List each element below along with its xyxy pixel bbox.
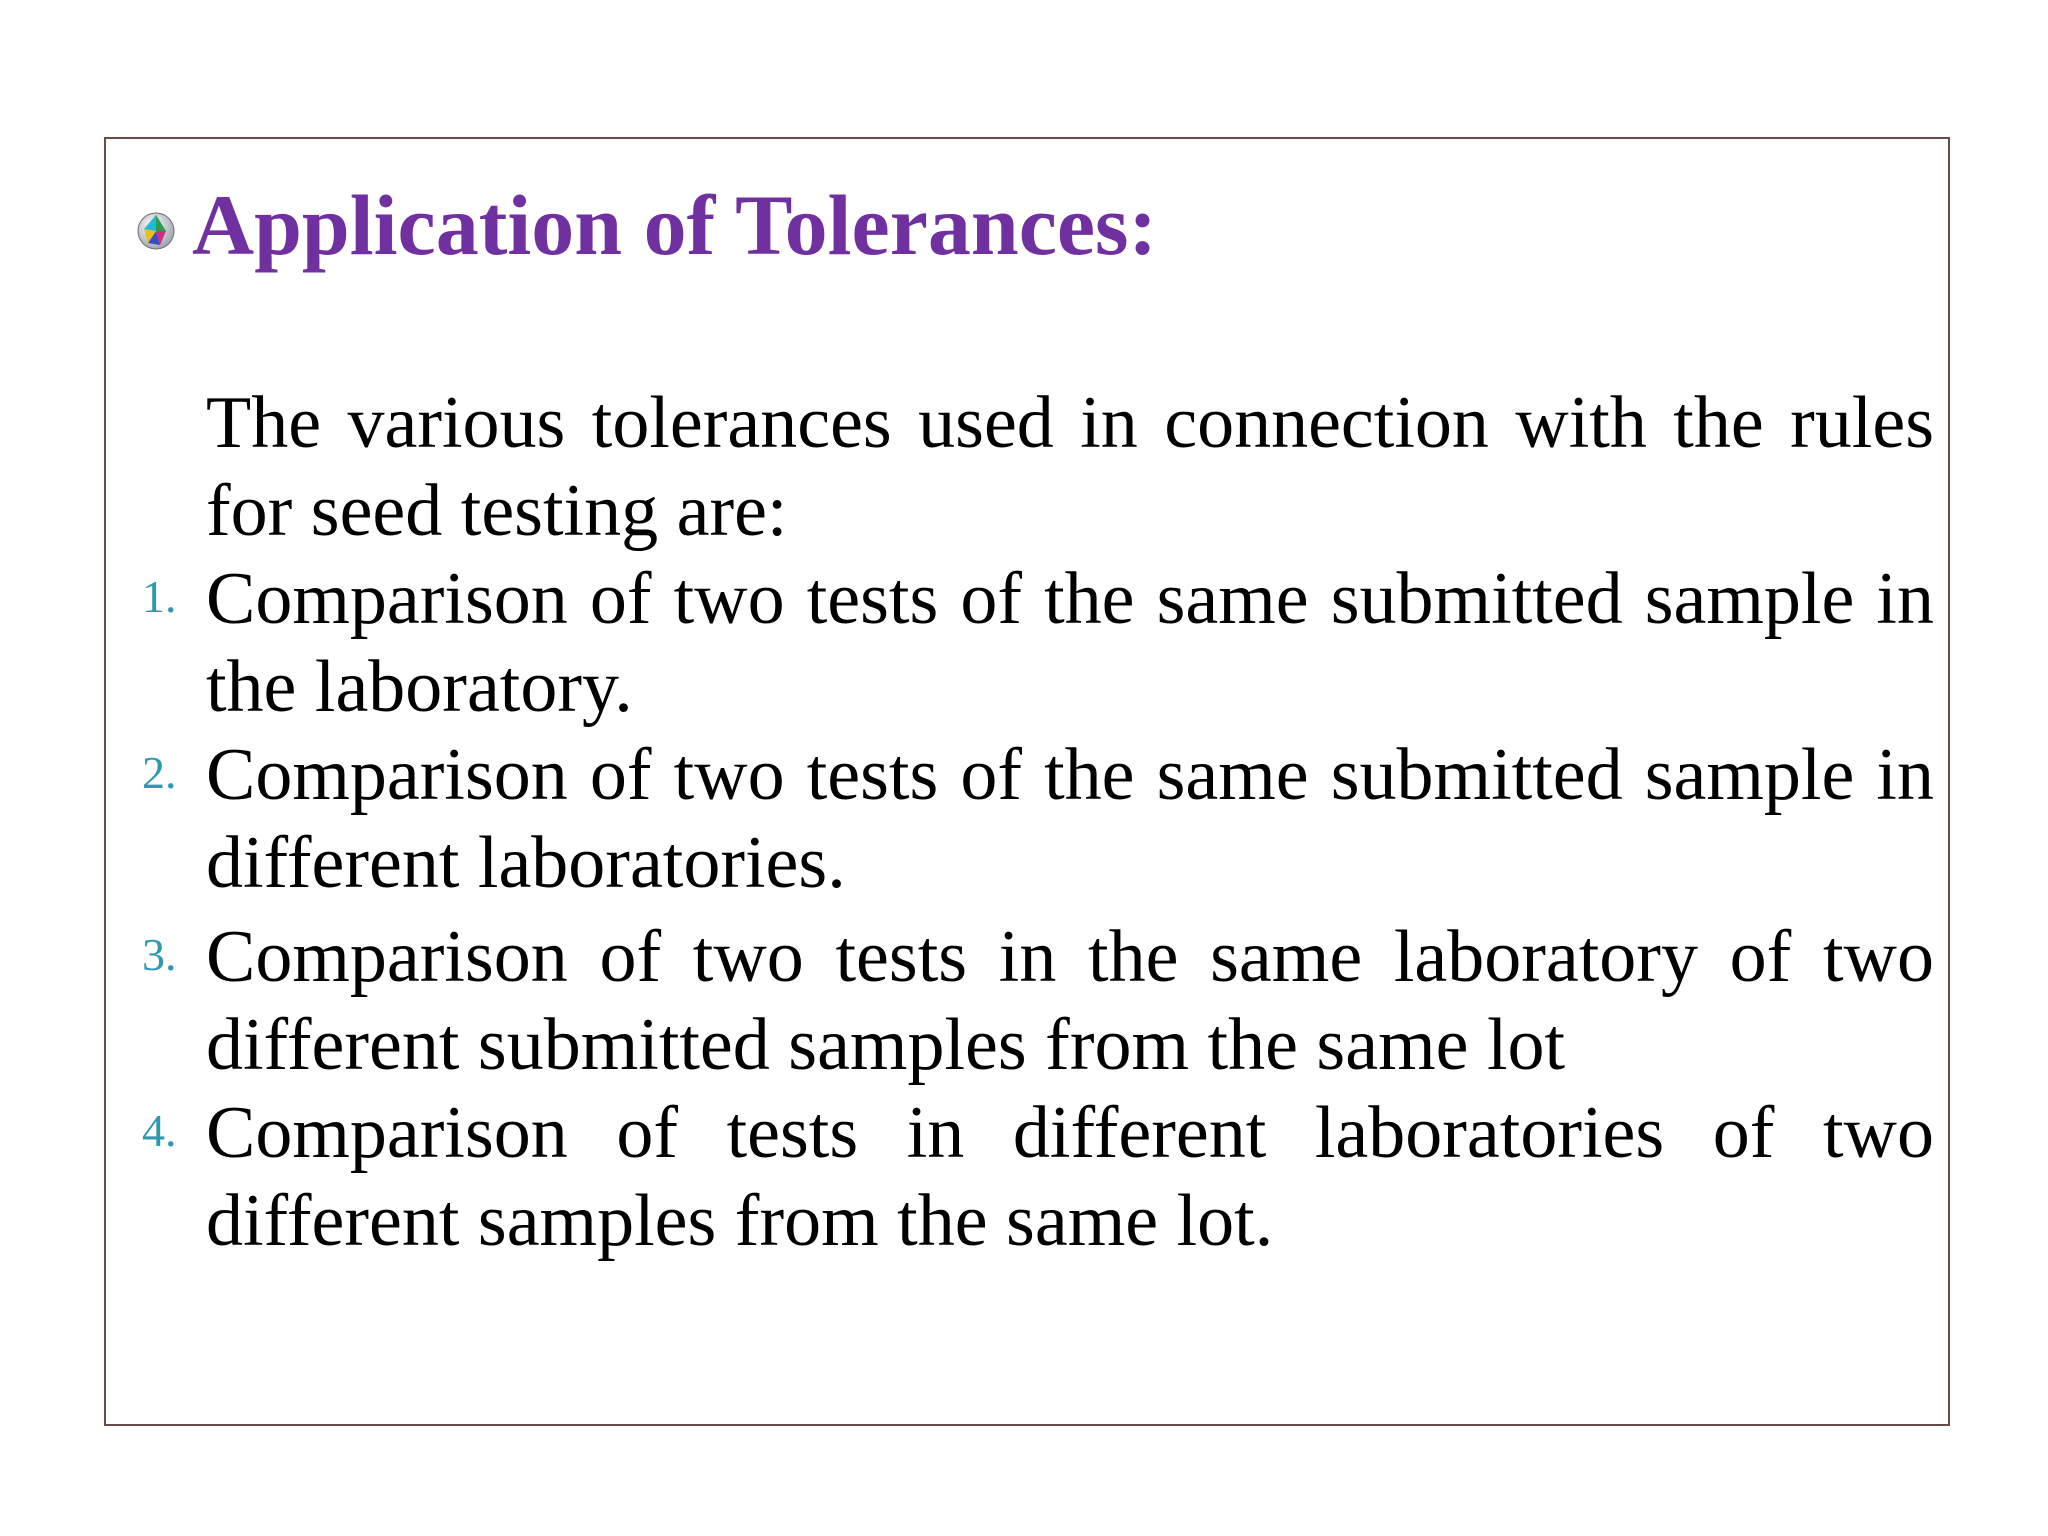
- title-row: [136, 165, 1157, 285]
- multicolor-sphere-icon: [136, 211, 176, 251]
- list-item: [142, 913, 1934, 1089]
- list-item-text: Comparison of two tests of the same submitted sample in the laboratory.: [206, 558, 1934, 728]
- slide-title: Application of Tolerances:: [192, 177, 1158, 273]
- list-item: [142, 731, 1934, 907]
- intro-paragraph: The various tolerances used in connection with the rules for seed testing are:: [206, 382, 1934, 552]
- list-number: 4.: [142, 1105, 177, 1156]
- list-number: 2.: [142, 747, 177, 798]
- list-item-text: Comparison of two tests of the same submitted sample in different laboratories.: [206, 734, 1934, 904]
- list-item-text: Comparison of tests in different laboratories of two different samples from the same lot.: [206, 1092, 1934, 1262]
- list-number: 3.: [142, 929, 177, 980]
- list-item: [142, 1089, 1934, 1265]
- slide-content: [142, 379, 1934, 1265]
- list-number: 1.: [142, 571, 177, 622]
- slide-frame: [104, 137, 1950, 1426]
- list-item: [142, 555, 1934, 731]
- list-item-text: Comparison of two tests in the same laboratory of two different submitted samples from the same lot: [206, 916, 1934, 1086]
